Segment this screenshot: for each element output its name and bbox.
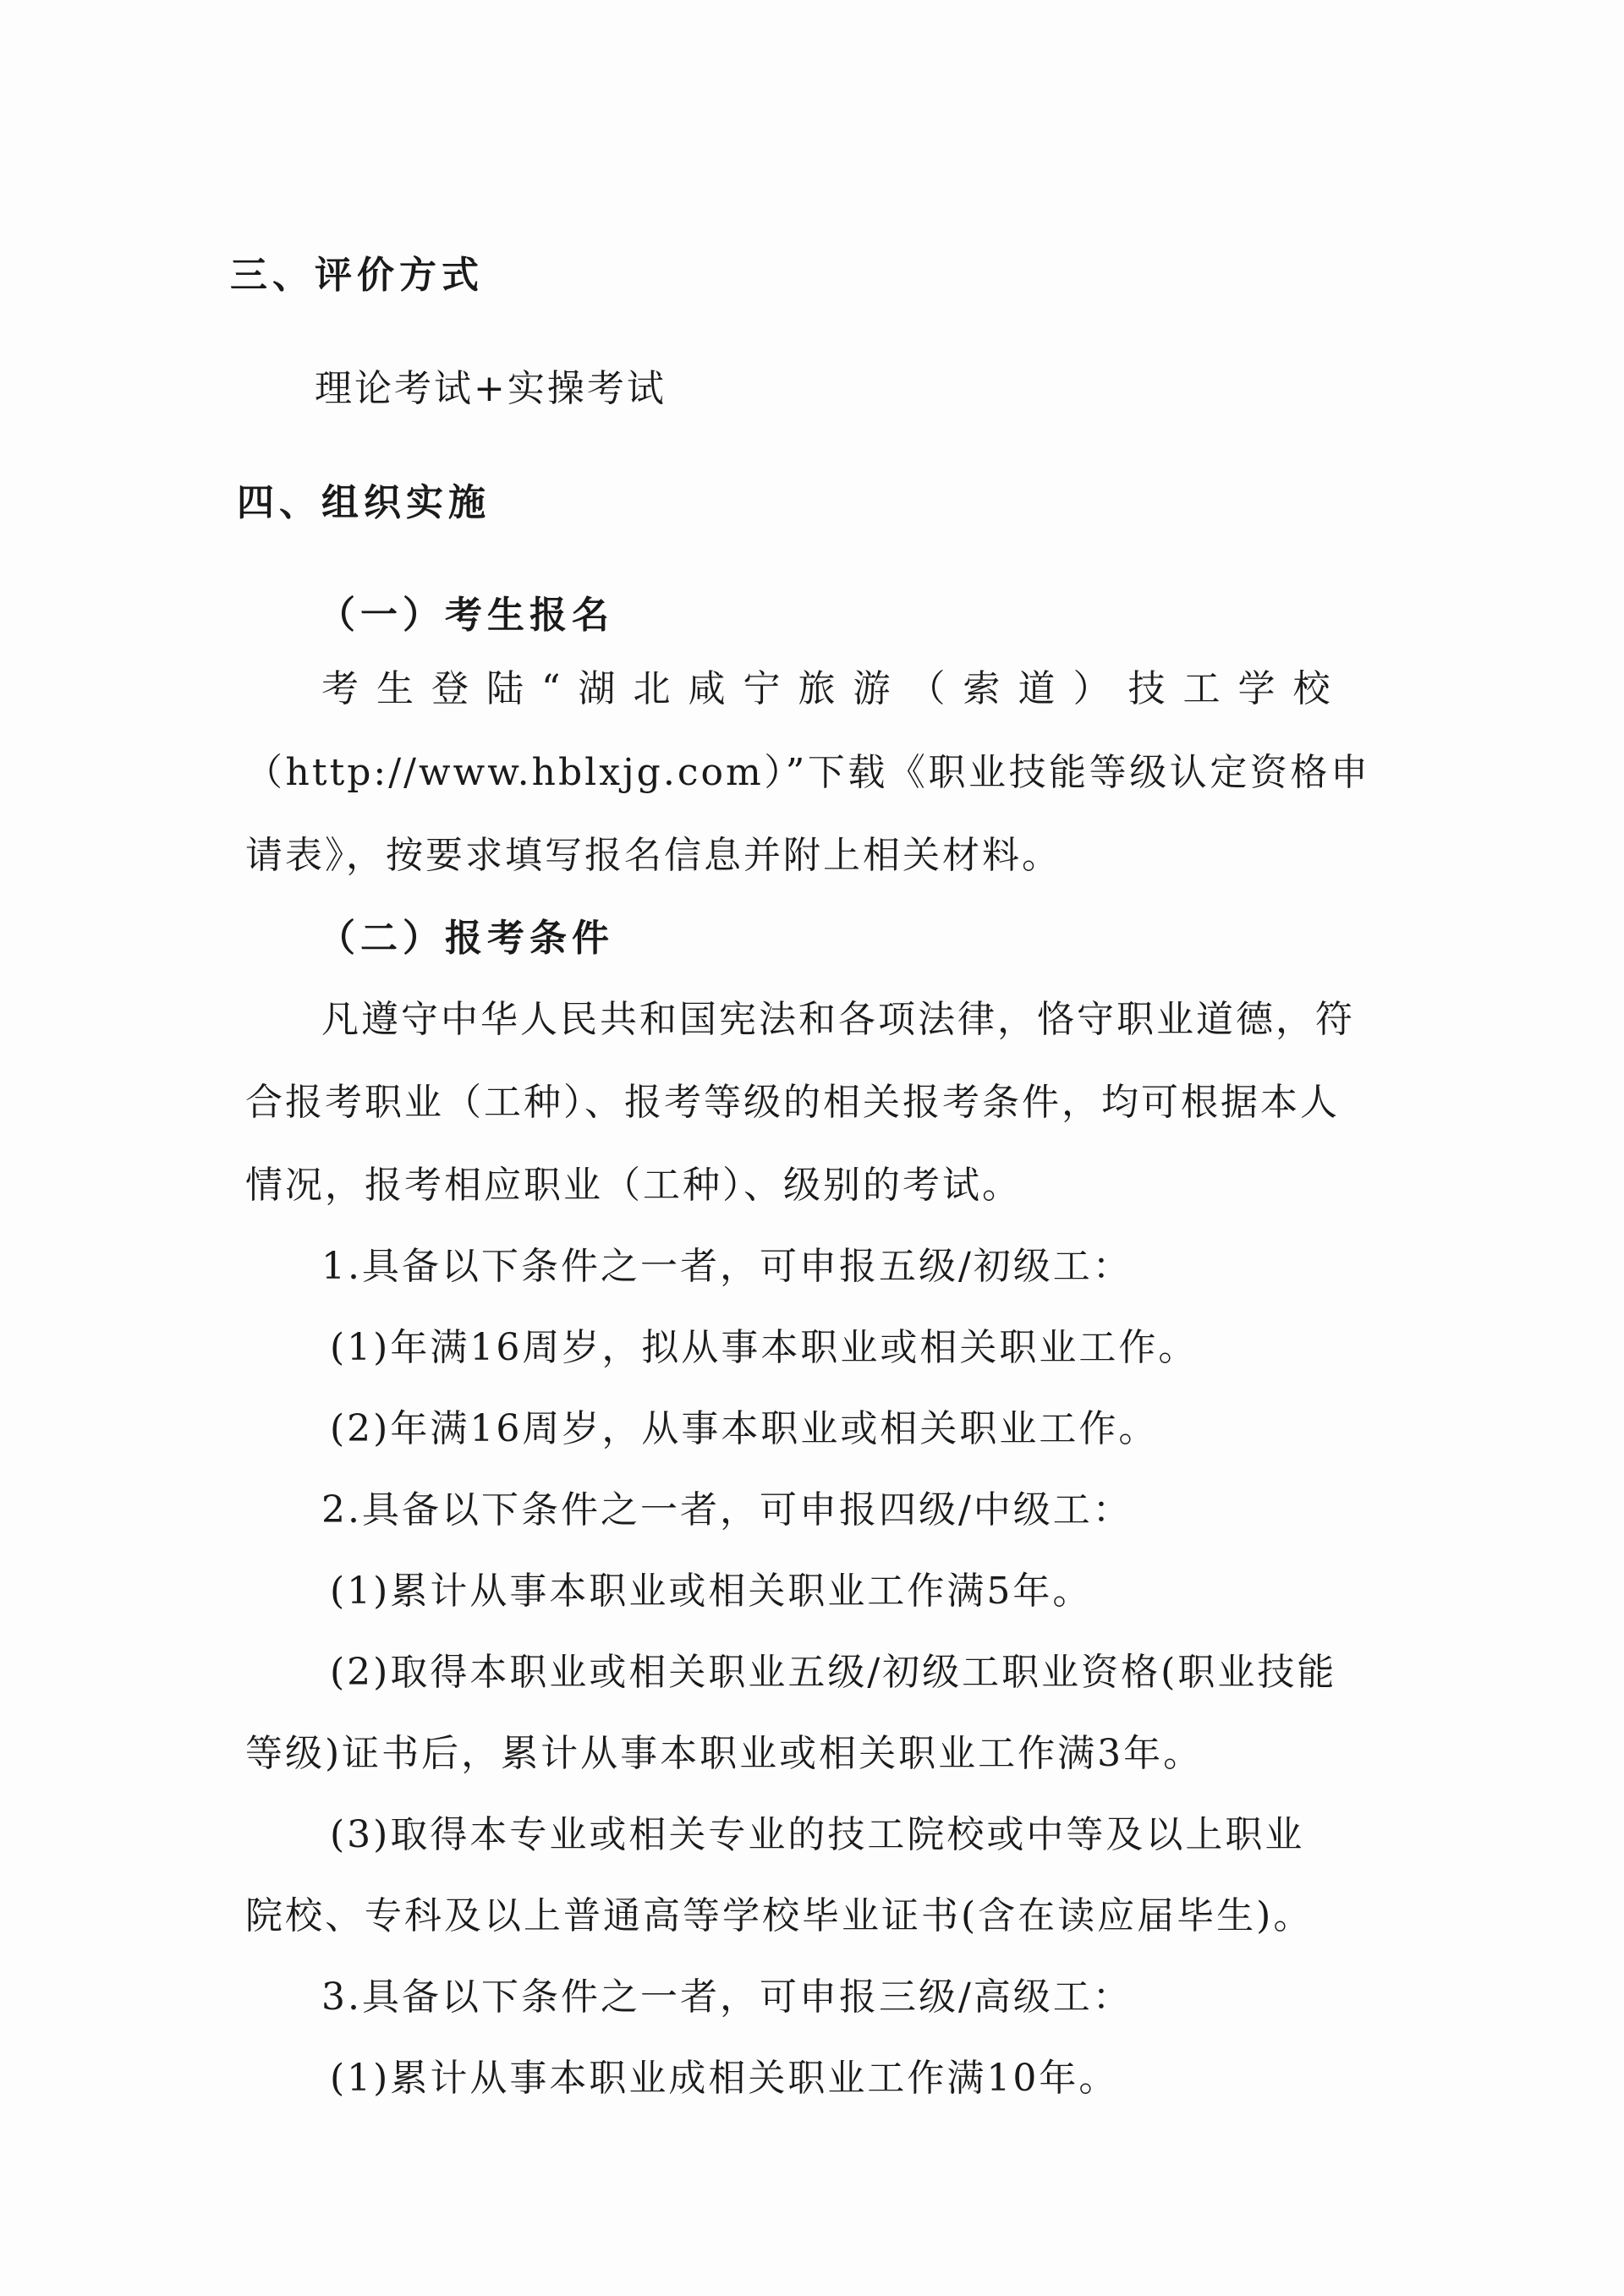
level-3-title: 3.具备以下条件之一者，可申报三级/高级工： — [321, 1975, 1133, 2019]
conditions-heading: （二）报考条件 — [318, 917, 614, 960]
level-5-item-1: (1)年满16周岁，拟从事本职业或相关职业工作。 — [330, 1326, 1199, 1369]
conditions-intro-line-1: 凡遵守中华人民共和国宪法和各项法律，恪守职业道德，符 — [321, 998, 1355, 1041]
registration-heading: （一）考生报名 — [318, 594, 614, 637]
section-4-heading: 四、组织实施 — [237, 481, 491, 524]
section-3-body: 理论考试+实操考试 — [315, 367, 667, 410]
registration-line-1: 考生登陆“湖北咸宁旅游（索道）技工学校 — [321, 667, 1348, 710]
conditions-intro-line-2: 合报考职业（工种）、报考等级的相关报考条件，均可根据本人 — [245, 1081, 1340, 1124]
level-4-item-1: (1)累计从事本职业或相关职业工作满5年。 — [330, 1570, 1093, 1613]
level-4-item-3-line-1: (3)取得本专业或相关专业的技工院校或中等及以上职业 — [330, 1813, 1305, 1856]
level-5-title: 1.具备以下条件之一者，可申报五级/初级工： — [321, 1245, 1133, 1288]
level-3-item-1: (1)累计从事本职业成相关职业工作满10年。 — [330, 2057, 1119, 2100]
level-4-title: 2.具备以下条件之一者，可申报四级/中级工： — [321, 1488, 1133, 1532]
level-4-item-3-line-2: 院校、专科及以上普通高等学校毕业证书(含在读应届毕生)。 — [245, 1894, 1314, 1937]
registration-line-3: 请表》，按要求填写报名信息并附上相关材料。 — [245, 834, 1062, 877]
section-3-heading: 三、评价方式 — [230, 254, 484, 297]
level-4-item-2-line-2: 等级)证书后，累计从事本职业或相关职业工作满3年。 — [245, 1732, 1204, 1775]
level-4-item-2-line-1: (2)取得本职业或相关职业五级/初级工职业资格(职业技能 — [330, 1651, 1337, 1694]
level-5-item-2: (2)年满16周岁，从事本职业或相关职业工作。 — [330, 1407, 1159, 1450]
conditions-intro-line-3: 情况，报考相应职业（工种）、级别的考试。 — [245, 1164, 1022, 1207]
registration-line-2: （http://www.hblxjg.com）”下载《职业技能等级认定资格申 — [245, 751, 1370, 794]
